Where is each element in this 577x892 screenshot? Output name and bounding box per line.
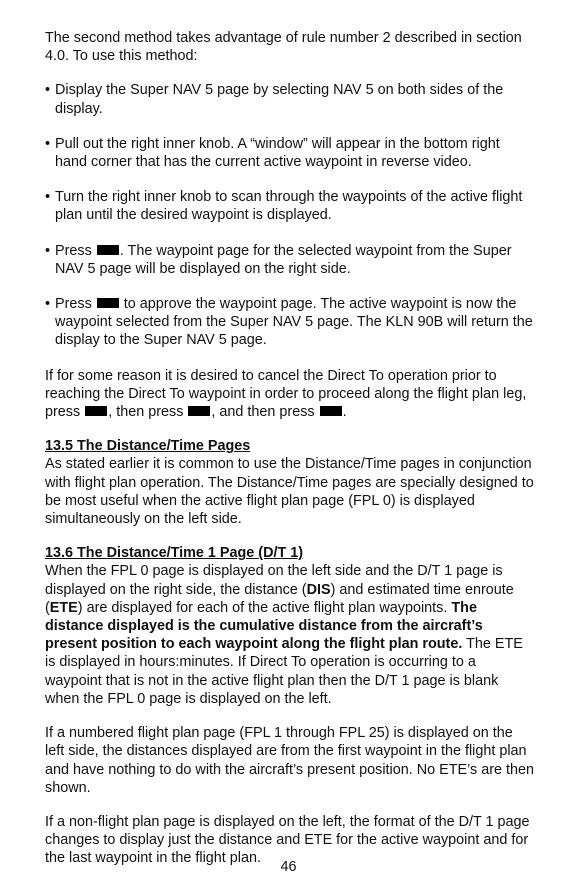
bullet-text: to approve the waypoint page. The active waypoint is now the waypoint selected from the Super NAV 5 page. The KLN 90B will return the display to the Super NAV 5 page. bbox=[55, 296, 533, 349]
section-13-6-paragraph-2: If a numbered flight plan page (FPL 1 through FPL 25) is displayed on the left side, the distances displayed are from the first waypoint in the flight plan and have nothing to do with the aircraft’s present position. No ETE’s are then shown. bbox=[45, 725, 535, 796]
cancel-text: If for some reason it is desired to cancel the Direct To operation prior to reaching the Direct To waypoint in order to proceed along the flight plan leg, press bbox=[45, 367, 527, 421]
cancel-paragraph bbox=[45, 367, 535, 422]
bullet-item bbox=[45, 242, 535, 278]
bullet-text: . The waypoint page for the selected waypoint from the Super NAV 5 page will be displayed on the right side. bbox=[55, 242, 512, 277]
bullet-text: Press bbox=[55, 242, 96, 259]
bullet-text: Turn the right inner knob to scan through the waypoints of the active flight plan until the desired waypoint is displayed. bbox=[55, 189, 523, 224]
ete-label: ETE bbox=[49, 599, 78, 616]
bullet-dot: • bbox=[45, 82, 51, 99]
bullet-dot: • bbox=[45, 242, 51, 259]
section-heading-13-5: 13.5 The Distance/Time Pages bbox=[45, 438, 251, 455]
para-text: When the FPL 0 page is displayed on the left side and the D/T 1 page is displayed on the right side, the distance ( bbox=[45, 563, 503, 598]
para-text: The ETE is displayed in hours:minutes. If Direct To operation is occurring to a waypoint that is not in the active flight plan then the D/T 1 page is blank when the FPL 0 page is displayed on the left. bbox=[45, 636, 523, 707]
ent-key-icon bbox=[97, 245, 119, 255]
bullet-dot: • bbox=[45, 296, 51, 313]
section-heading-13-6: 13.6 The Distance/Time 1 Page (D/T 1) bbox=[45, 545, 304, 562]
dis-label: DIS bbox=[306, 581, 331, 598]
bullet-dot: • bbox=[45, 135, 51, 152]
bullet-dot: • bbox=[45, 189, 51, 206]
bullet-text: Display the Super NAV 5 page by selecting NAV 5 on both sides of the display. bbox=[55, 82, 504, 117]
para-text: ) are displayed for each of the active flight plan waypoints. bbox=[77, 599, 452, 616]
bullet-text: Pull out the right inner knob. A “window” will appear in the bottom right hand corner that has the current active waypoint in reverse video. bbox=[55, 135, 500, 171]
ent-key-icon bbox=[320, 406, 342, 416]
ent-key-icon bbox=[97, 298, 119, 308]
direct-to-key-icon bbox=[85, 406, 107, 416]
section-13-6-paragraph-1 bbox=[45, 562, 535, 708]
section-13-6-paragraph-3: If a non-flight plan page is displayed on the left, the format of the D/T 1 page changes to display just the distance and ETE for the active waypoint and for the last waypoint in the flight plan. bbox=[45, 813, 530, 867]
intro-paragraph: The second method takes advantage of rule number 2 described in section 4.0. To use this method: bbox=[45, 30, 522, 65]
cancel-text: . bbox=[342, 404, 347, 421]
cancel-text: , and then press bbox=[211, 404, 319, 421]
bullet-item bbox=[45, 135, 535, 171]
bullet-item bbox=[45, 81, 535, 117]
clr-key-icon bbox=[188, 406, 210, 416]
section-13-5-text: As stated earlier it is common to use the Distance/Time pages in conjunction with flight plan operation. The Distance/Time pages are specially designed to be most useful when the active flight plan page (FPL 0) is displayed simultaneously on the left side. bbox=[45, 456, 534, 528]
bold-statement: The distance displayed is the cumulative distance from the aircraft’s present position to each waypoint along the flight plan route. bbox=[45, 599, 483, 653]
document-body bbox=[45, 29, 535, 884]
bullet-item bbox=[45, 188, 535, 224]
para-text: ) and estimated time enroute ( bbox=[45, 581, 514, 616]
bullet-text: Press bbox=[55, 296, 96, 313]
cancel-text: , then press bbox=[108, 404, 188, 421]
bullet-item bbox=[45, 295, 535, 350]
page-number: 46 bbox=[280, 859, 297, 875]
